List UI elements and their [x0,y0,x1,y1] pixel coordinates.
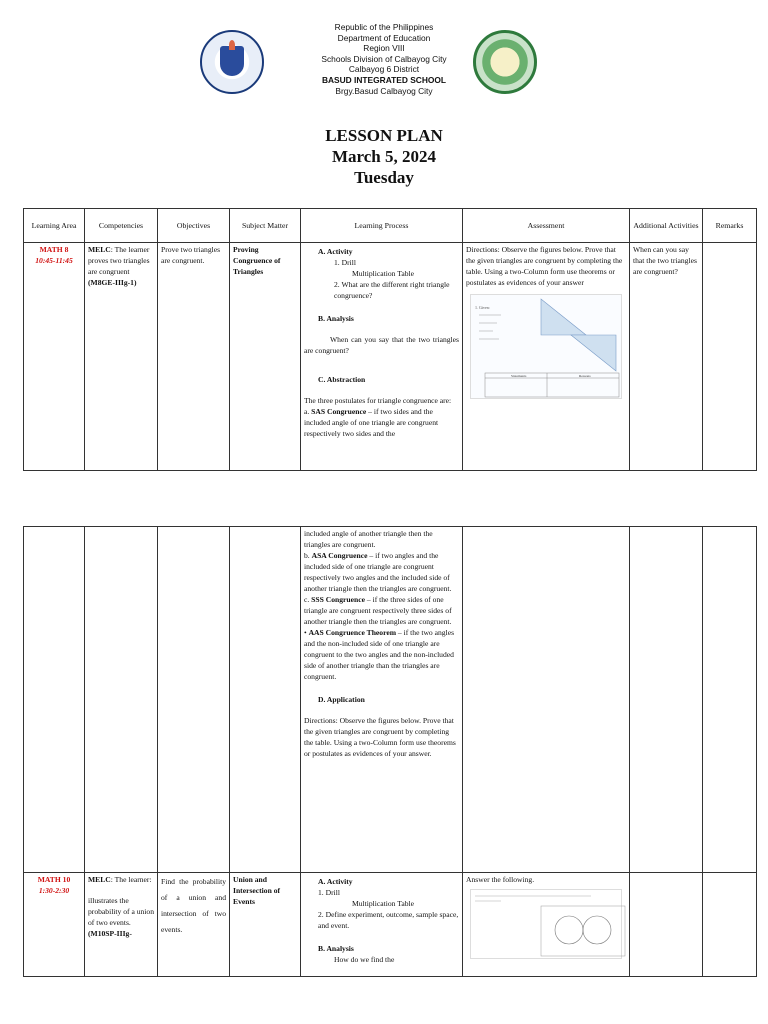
drill-subitem: Multiplication Table [352,899,414,908]
drill-question: 2. Define experiment, outcome, sample space, and event. [318,910,459,930]
col-header: Subject Matter [230,209,301,243]
school-name: BASUD INTEGRATED SCHOOL [321,74,447,85]
subject-code: MATH 8 [39,245,69,254]
subject-matter-cell [230,243,301,471]
objective-cell [158,243,230,471]
subject-matter-text: Proving Congruence of Triangles [233,245,281,276]
subject-matter-cell [230,873,301,977]
analysis-question: How do we find the [334,955,395,964]
additional-activities-cell [630,527,703,873]
triangle-proof-figure [470,294,622,399]
class-time: 10:45-11:45 [35,256,73,265]
venn-diagram-figure [470,889,622,959]
col-header: Learning Area [24,209,85,243]
abstraction-heading: C. Abstraction [318,375,366,384]
remarks-cell [703,527,757,873]
asa-definition: b. ASA Congruence – if two angles and the included side of one triangle are congruent respectively two angles and the included side of another triangle then the triangles are congruent. [304,551,452,593]
header-line: Department of Education [337,32,431,43]
header-line: Republic of the Philippines [334,22,434,32]
drill-question: 2. What are the different right triangle congruence? [334,280,450,300]
drill-item: 1. Drill [318,888,340,897]
header-line: Schools Division of Calbayog City [321,53,447,64]
doc-date: March 5, 2024 [331,147,437,166]
subject-matter-cell [230,527,301,873]
col-header: Competencies [85,209,158,243]
subject-code: MATH 10 [37,875,71,884]
assessment-cell [463,873,630,977]
learning-process-cell [301,873,463,977]
doc-title: LESSON PLAN [325,126,443,145]
learning-area-cell [24,527,85,873]
additional-activity-text: When can you say that the two triangles are congruent? [633,245,697,276]
sas-continuation: included angle of another triangle then the triangles are congruent. [304,529,433,549]
application-heading: D. Application [318,695,365,704]
application-text: Directions: Observe the figures below. Prove that the given triangles are congruent by completing the table. Using a two-Column form use theorems or postulates as evidences of your answer. [304,716,456,758]
header-line: Calbayog 6 District [348,64,420,75]
melc-detail: illustrates the probability of a union of two events. [88,896,155,927]
remarks-cell [703,873,757,977]
subject-matter-text: Union and Intersection of Events [233,875,281,906]
melc-label: MELC [88,875,111,884]
remarks-cell [703,243,757,471]
competency-cell [85,873,158,977]
melc-text: : The learner: [110,875,152,884]
analysis-heading: B. Analysis [318,314,354,323]
col-header: Remarks [703,209,757,243]
competency-code: (M10SP-IIIg- [88,929,132,938]
sas-definition: a. SAS Congruence – if two sides and the included angle of one triangle are congruent respectively two sides and the [304,407,439,438]
sss-definition: c. SSS Congruence – if the three sides of one triangle are congruent respectively three sides of another triangle then the triangles are congruent. [304,595,452,626]
learning-process-cell [301,527,463,873]
header-line: Region VIII [363,43,405,54]
svg-text:Statements: Statements [511,374,527,378]
assessment-cell [463,243,630,471]
objective-text: Prove two triangles are congruent. [161,245,221,265]
col-header: Objectives [158,209,230,243]
drill-subitem: Multiplication Table [352,269,414,278]
svg-text:Reasons: Reasons [579,374,591,378]
additional-activities-cell [630,873,703,977]
learning-area-cell [24,873,85,977]
doc-day: Tuesday [354,168,414,187]
competency-cell [85,243,158,471]
melc-text: : The learner proves two triangles are congruent [88,245,150,276]
objective-cell [158,527,230,873]
analysis-question: When can you say that the two triangles are congruent? [304,335,459,355]
activity-heading: A. Activity [318,247,353,256]
aas-definition: • AAS Congruence Theorem – if the two angles and the non-included side of one triangle are congruent to the two angles and the non-included side of another triangle than the triangles are congruent. [304,628,455,681]
svg-text:1. Given:: 1. Given: [475,305,490,310]
school-address: Brgy.Basud Calbayog City [335,85,433,96]
analysis-heading: B. Analysis [318,944,354,953]
assessment-cell [463,527,630,873]
drill-item: 1. Drill [334,258,356,267]
assessment-directions: Answer the following. [466,875,535,884]
col-header: Assessment [463,209,630,243]
learning-process-cell [301,243,463,471]
class-time: 1:30-2:30 [38,886,70,895]
additional-activities-cell [630,243,703,471]
melc-label: MELC [88,245,111,254]
col-header: Additional Activities [630,209,703,243]
lesson-table-page2 [23,526,757,977]
col-header: Learning Process [301,209,463,243]
objective-cell [158,873,230,977]
learning-area-cell [24,243,85,471]
abstraction-intro: The three postulates for triangle congruence are: [304,396,452,405]
competency-code: (M8GE-IIIg-1) [88,278,137,287]
activity-heading: A. Activity [318,877,353,886]
objective-text: Find the probability of a union and intersection of two events. [161,877,226,934]
lesson-table-page1 [23,208,757,471]
letterhead [0,22,768,96]
assessment-directions: Directions: Observe the figures below. Prove that the given triangles are congruent by completing the table. Using a two-Column form use theorems or postulates as evidences of your answer [466,245,623,287]
competency-cell [85,527,158,873]
